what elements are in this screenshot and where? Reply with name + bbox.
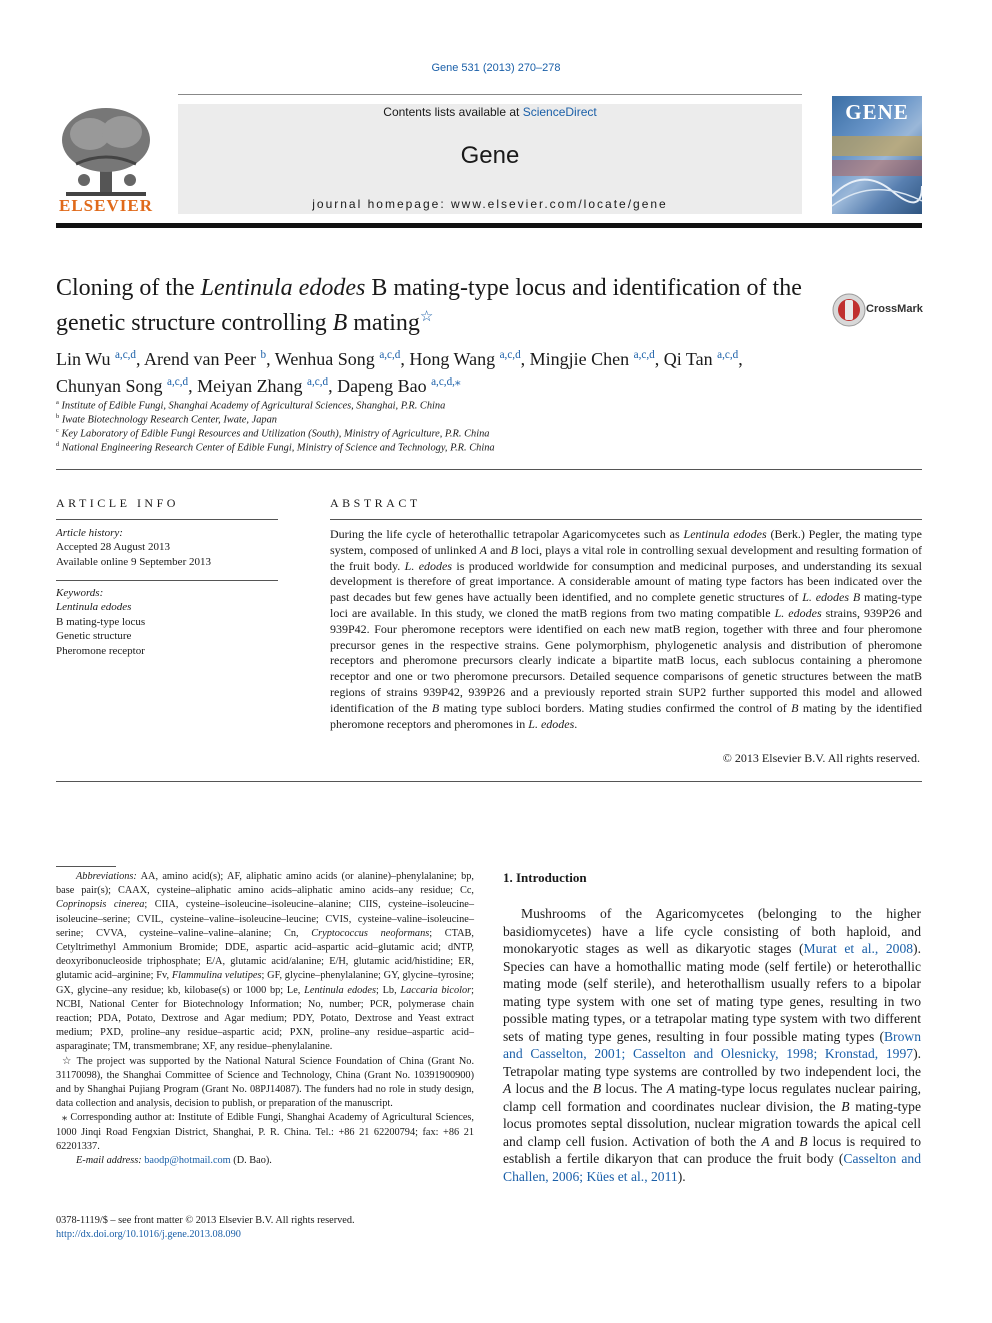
article-identifiers: [56, 1214, 474, 1242]
title-part1: Cloning of the: [56, 275, 201, 301]
keywords-label: Keywords:: [56, 587, 104, 599]
email-link[interactable]: baodp@hotmail.com: [144, 1155, 231, 1167]
title-line2-part2: mating: [347, 310, 420, 336]
article-info-header: ARTICLE INFO: [56, 496, 179, 510]
author[interactable]: Chunyan Song $^{a,c,d}$: [56, 376, 189, 396]
email-footnote: E-mail address: baodp@hotmail.com (D. Bao).: [76, 1155, 272, 1167]
crossmark-icon[interactable]: [832, 292, 866, 328]
contents-prefix: Contents lists available at: [383, 105, 523, 119]
author[interactable]: Dapeng Bao $^{a,c,d,⁎}$: [337, 376, 461, 396]
citation-link[interactable]: Casselton and Challen, 2006; Kües et al., 2011: [503, 1151, 922, 1184]
affiliations-rule: [56, 469, 922, 470]
header-top-rule: [178, 94, 802, 95]
title-species: Lentinula edodes: [200, 275, 366, 301]
title-line2-part1: genetic structure controlling: [56, 310, 333, 336]
author[interactable]: Meiyan Zhang $^{a,c,d}$: [197, 376, 329, 396]
doi-link[interactable]: http://dx.doi.org/10.1016/j.gene.2013.08.090: [56, 1229, 241, 1241]
keyword: Genetic structure: [56, 630, 132, 643]
accepted-date: Accepted 28 August 2013: [56, 541, 170, 554]
copyright-notice: © 2013 Elsevier B.V. All rights reserved.: [722, 751, 920, 765]
introduction-body: Mushrooms of the Agaricomycetes (belonging to the higher basidiomycetes) have a life cycle consisting of both haploid, and monokaryotic stages as well as dikaryotic stages (Murat et al., 2008). Species can have a homothallic mating mode (self fertile) or heterothallic mating mode (self sterile), and heterothallism usually refers to a bipolar mating type system with one set of mating type genes, resulting in two possible mating types, or a tetrapolar mating type system with two different sets of mating type genes, resulting in four possible mating types (Brown and Casselton, 2001; Casselton and Olesnicky, 1998; Kronstad, 1997). Tetrapolar mating type systems are controlled by two independent loci, the A locus and the B locus. The A mating-type locus regulates nuclear pairing, clamp cell formation and coordinates nuclear division, the B mating-type locus promotes septal dissolution, nuclear migration towards the apical cell and clamp cell fusion. Activation of both the A and B locus is required to establish a fertile dikaryon that can produce the fruit body (Casselton and Challen, 2006; Kües et al., 2011).: [503, 906, 922, 1184]
article-title: [56, 274, 826, 338]
keyword: B mating-type locus: [56, 615, 146, 628]
contents-line: [178, 105, 802, 119]
issn-line: 0378-1119/$ – see front matter © 2013 Elsevier B.V. All rights reserved.: [56, 1215, 355, 1226]
author[interactable]: Qi Tan $^{a,c,d}$: [663, 349, 739, 369]
footnotes: [56, 870, 474, 1168]
funding-footnote: ☆ The project was supported by the National Natural Science Foundation of China (Grant No. 31170098), the Shanghai Committee of Science and Technology, China (Grant No. 10391900900) and by Shanghai Pujiang Program (Grant No. 08PJ14087). The funders had no role in study design, data collection and analysis, decision to publish, or preparation of the manuscript.: [56, 1055, 475, 1110]
elsevier-logo-text: ELSEVIER: [59, 196, 153, 215]
author-list: Lin Wu $^{a,c,d}$, Arend van Peer $^b$, Wenhua Song $^{a,c,d}$, Hong Wang $^{a,c,d}$, Mingjie Chen $^{a,c,d}$, Qi Tan $^{a,c,d}$, Chunyan Song $^{a,c,d}$, Meiyan Zhang $^{a,c,d}$, Dapeng Bao $^{a,c,d,⁎}$: [56, 349, 743, 396]
citation-link[interactable]: Murat et al., 2008: [803, 941, 914, 956]
title-part2: B mating-type locus and identification of the: [365, 275, 802, 301]
author[interactable]: Lin Wu $^{a,c,d}$: [56, 349, 137, 369]
keywords: [56, 586, 278, 658]
journal-citation[interactable]: Gene 531 (2013) 270–278: [431, 62, 561, 74]
online-date: Available online 9 September 2013: [56, 555, 211, 568]
author[interactable]: Arend van Peer $^b$: [144, 349, 267, 369]
author[interactable]: Hong Wang $^{a,c,d}$: [409, 349, 521, 369]
keywords-rule: [56, 580, 278, 581]
cover-title: GENE: [845, 100, 909, 124]
journal-name: Gene: [460, 142, 520, 169]
title-footnote-star[interactable]: ☆: [419, 309, 434, 325]
affiliation: $^b$ Iwate Biotechnology Research Center, Iwate, Japan: [56, 413, 277, 426]
history-label: Article history:: [56, 527, 123, 539]
abstract-body: During the life cycle of heterothallic tetrapolar Agaricomycetes such as Lentinula edodes (Berk.) Pegler, the mating type system, composed of unlinked A and B loci, plays a vital role in controlling sexual development and resulting formation of the fruit body. L. edodes is produced worldwide for consumption and medicinal purposes, and understanding its sexual development is therefore of great importance. A considerable amount of mating type factors has been indicated over the past decades but few genes have actually been identified, and no complete genetic structures of L. edodes B mating-type loci are available. In this study, we cloned the matB regions from two mating compatible L. edodes strains, 939P26 and 939P42. Four pheromone receptors were identified on each new matB region, together with three and four pheromone precursor genes in the respective strains. Gene polymorphism, phylogenetic analysis and distribution of pheromone receptors and pheromone precursors clearly indicate a bipartite matB locus, each sublocus containing a pheromone receptor and one or two pheromone precursors. Detailed sequence comparisons of genetic structures between the matB regions of strains 939P42, 939P26 and a previously reported strain SUP2 further supported this model and allowed identification of the B mating type subloci borders. Mating studies confirmed the control of B mating by the identified pheromone receptors and pheromones in L. edodes.: [330, 527, 923, 731]
title-b: B: [332, 310, 348, 336]
abstract-header: ABSTRACT: [330, 496, 421, 510]
crossmark-label[interactable]: CrossMark: [866, 303, 923, 315]
affiliation: $^d$ National Engineering Research Center of Edible Fungi, Ministry of Science and Technology, P.R. China: [56, 441, 495, 454]
article-info-rule: [56, 519, 278, 520]
citation-link[interactable]: Brown and Casselton, 2001; Casselton and Olesnicky, 1998; Kronstad, 1997: [503, 1028, 921, 1061]
keyword: Lentinula edodes: [56, 601, 132, 614]
footnote-rule: [56, 866, 116, 867]
abstract-bottom-rule: [56, 781, 922, 782]
article-history: [56, 526, 278, 569]
author[interactable]: Wenhua Song $^{a,c,d}$: [274, 349, 401, 369]
affiliation: $^c$ Key Laboratory of Edible Fungi Resources and Utilization (South), Ministry of Agriculture, P.R. China: [56, 427, 490, 440]
abbreviations-footnote: Abbreviations: AA, amino acid(s); AF, aliphatic amino acids (or alanine)–phenylalanine; bp, base pair(s); CAAX, cysteine–aliphatic amino acids–aliphatic amino acids–any residue; Cc, Coprinopsis cinerea; CIIA, cysteine–isoleucine–isoleucine–alanine; CIIS, cysteine–isoleucine–isoleucine–serine; CVIL, cysteine–valine–isoleucine–leucine; CVIS, cysteine–valine–isoleucine–serine; CVVA, cysteine–valine–valine–alanine; Cn, Cryptococcus neoformans; CTAB, Cetyltrimethyl Ammonium Bromide; DDE, aspartic acid–aspartic acid–glutamic acid; dNTP, deoxyribonucleoside triphosphate; E/A, glutamic acid/alanine; E/H, glutamic acid/histidine; ER, glutamic acid–arginine; Fv, Flammulina velutipes; GF, glycine–phenylalanine; GY, glycine–tyrosine; GX, glycine–any residue; kb, kilobase(s) or 1000 bp; Le, Lentinula edodes; Lb, Laccaria bicolor; NCBI, National Center for Biotechnology Information; No, number; PCR, polymerase chain reaction; PDA, Potato, Dextrose and Agar medium; PDY, Potato, Dextrose and Yeast extract medium; PXD, proline–any residue–aspartic acid; PXN, proline–any residue–aspartic acid–asparaginate; TM, transmembrane; XF, any residue–phenylalanine.: [56, 871, 475, 1053]
abstract-rule: [330, 519, 922, 520]
corresponding-footnote: ⁎ Corresponding author at: Institute of Edible Fungi, Shanghai Academy of Agricultural Sciences, 1000 Jinqi Road Fengxian District, Shanghai, P. R. China. Tel.: +86 21 62200794; fax: +86 21 62201337.: [56, 1112, 474, 1152]
elsevier-tree-logo: [56, 104, 156, 200]
journal-homepage[interactable]: journal homepage: www.elsevier.com/locate/gene: [312, 197, 668, 211]
header-thick-rule: [56, 223, 922, 228]
keyword: Pheromone receptor: [56, 644, 145, 657]
sciencedirect-link[interactable]: ScienceDirect: [522, 105, 597, 119]
author[interactable]: Mingjie Chen $^{a,c,d}$: [529, 349, 655, 369]
introduction-heading: 1. Introduction: [503, 870, 587, 885]
affiliation: $^a$ Institute of Edible Fungi, Shanghai Academy of Agricultural Sciences, Shanghai, P.R. China: [56, 399, 446, 412]
